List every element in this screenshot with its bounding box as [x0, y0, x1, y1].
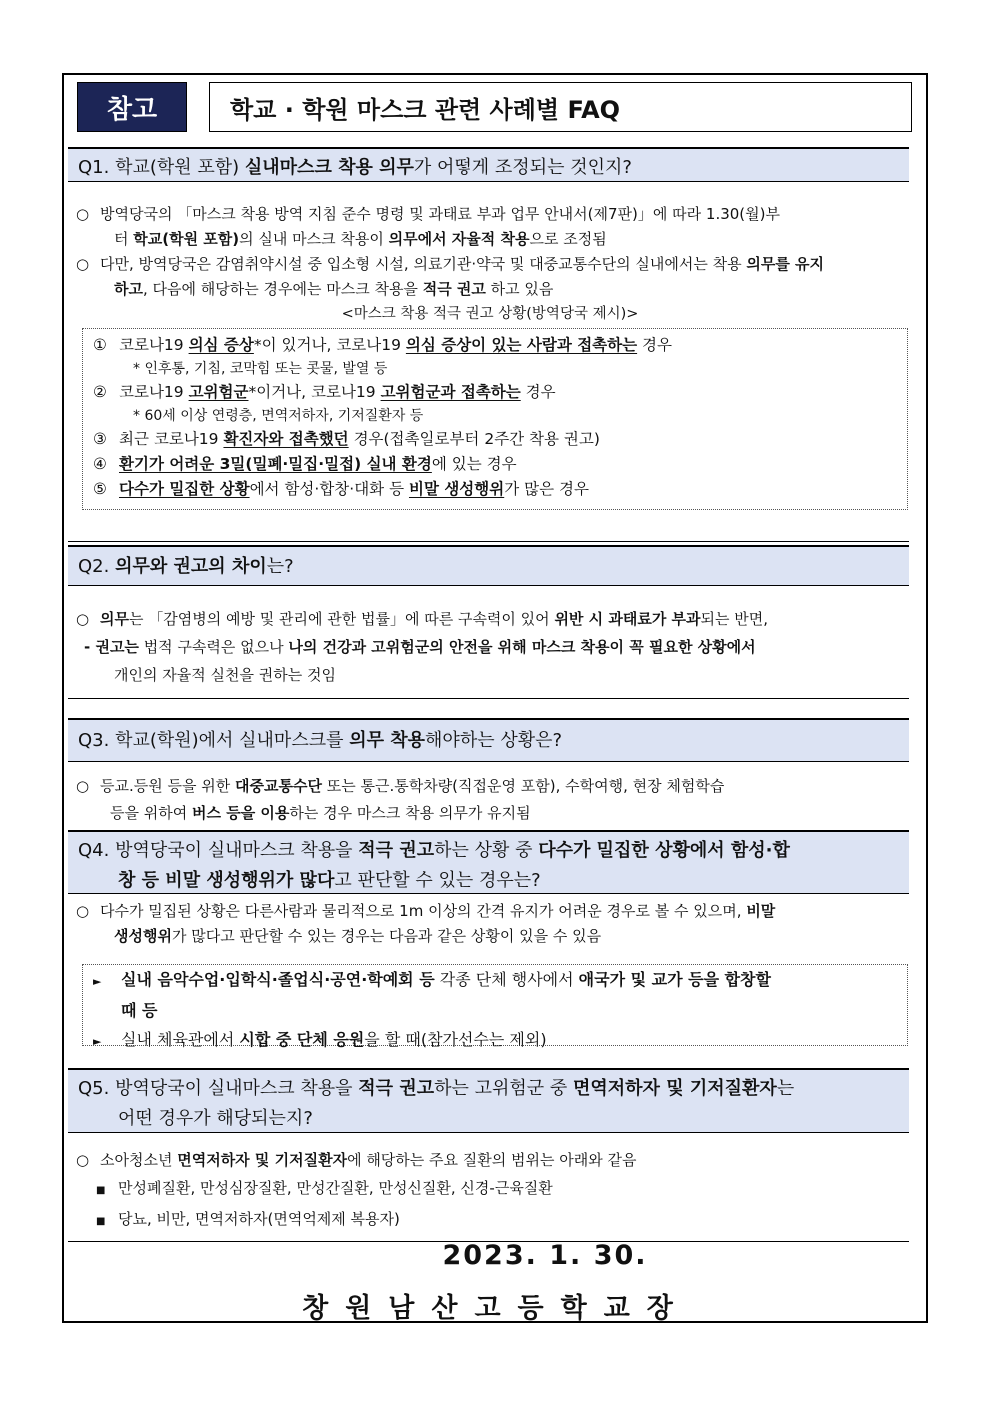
emphasis-text: 적극 권고 — [358, 840, 435, 861]
text-segment: 법적 구속력은 없으나 — [138, 638, 289, 656]
text-segment: 등을 위하여 — [110, 804, 192, 822]
text-segment: 다만, 방역당국은 감염취약시설 중 입소형 시설, 의료기관·약국 및 대중교통수단의 실내에서는 착용 — [100, 255, 747, 273]
text-line — [119, 480, 589, 498]
text-line — [119, 336, 672, 354]
disease-list-item: 당뇨, 비만, 면역저하자(면역억제제 복용자) — [118, 1210, 400, 1228]
q2-answer — [76, 605, 904, 689]
text-line — [78, 1104, 899, 1134]
text-line — [76, 800, 904, 827]
text-line — [78, 866, 899, 896]
box-caption: <마스크 착용 적극 권고 상황(방역당국 제시)> — [341, 306, 639, 322]
q3-answer — [76, 773, 904, 827]
text-line — [119, 430, 600, 448]
circle-bullet-icon: ○ — [76, 255, 90, 273]
emphasis-text: 비말 생성행위 — [408, 480, 505, 498]
text-line — [100, 777, 724, 795]
signer: 창원남산고등학교장 — [302, 1293, 690, 1324]
emphasis-text: 적극 권고 — [422, 280, 486, 298]
text-segment: 가 어떻게 조정되는 것인지? — [413, 157, 632, 178]
text-segment: 코로나19 — [119, 383, 189, 401]
text-segment: 경우 — [520, 383, 556, 401]
text-line — [100, 1151, 637, 1169]
emphasis-text: 의무 — [100, 610, 129, 628]
text-line — [76, 924, 904, 949]
text-segment: 으로 조정됨 — [529, 230, 607, 248]
emphasis-text: 다수가 밀집한 상황에서 함성·합 — [538, 840, 790, 861]
text-segment: 최근 코로나19 — [119, 430, 224, 448]
text-segment: 등교.등원 등을 위한 — [100, 777, 235, 795]
text-segment: 실내 체육관에서 — [121, 1030, 240, 1049]
text-line — [121, 1030, 547, 1049]
text-segment: 하고 있음 — [485, 280, 554, 298]
text-line — [93, 1001, 157, 1020]
text-segment: 하는 상황 중 — [434, 840, 539, 861]
q1-answer — [76, 202, 904, 327]
q4-situations-box — [82, 964, 908, 1049]
text-segment: *이거나, 코로나19 — [248, 383, 381, 401]
square-bullet-icon: ■ — [96, 1185, 106, 1196]
emphasis-text: 위반 시 과태료가 부과 — [554, 610, 701, 628]
reference-tag: 참고 — [77, 82, 187, 132]
text-segment: Q2. — [78, 556, 116, 577]
emphasis-text: 다수가 밀집한 상황 — [119, 480, 250, 498]
document-date: 2023. 1. 30. — [442, 1240, 648, 1271]
item-number: ⑤ — [93, 480, 107, 498]
recommendation-item — [93, 380, 897, 405]
item-note: * 60세 이상 연령층, 면역저하자, 기저질환자 등 — [133, 408, 424, 424]
text-line — [78, 1078, 794, 1099]
item-note: * 인후통, 기침, 코막힘 또는 콧물, 발열 등 — [133, 361, 388, 377]
emphasis-text: 나의 건강과 고위험군의 안전을 위해 마스크 착용이 꼭 필요한 상황에서 — [288, 638, 756, 656]
text-segment: 개인의 자율적 실천을 권하는 것임 — [114, 666, 336, 684]
document-title: 학교 · 학원 마스크 관련 사례별 FAQ — [209, 82, 912, 132]
text-segment: 에 해당하는 주요 질환의 범위는 아래와 같음 — [347, 1151, 637, 1169]
text-segment: 방역당국의 「마스크 착용 방역 지침 준수 명령 및 과태료 부과 업무 안내서(제7판)」에 따라 1.30(월)부 — [100, 205, 780, 223]
text-line — [78, 730, 562, 751]
emphasis-text: 의무에서 자율적 착용 — [388, 230, 530, 248]
text-line — [76, 277, 904, 302]
text-segment: 소아청소년 — [100, 1151, 178, 1169]
recommendation-item — [93, 333, 897, 358]
q3-heading — [68, 718, 909, 762]
text-line — [100, 902, 775, 920]
text-segment: Q4. 방역당국이 실내마스크 착용을 — [78, 840, 359, 861]
text-segment: 또는 통근.통학차량(직접운영 포함), 수학여행, 현장 체험학습 — [321, 777, 725, 795]
text-segment: *이 있거나, 코로나19 — [253, 336, 406, 354]
recommendation-box — [82, 328, 908, 510]
text-line — [76, 638, 756, 656]
square-bullet-icon: ■ — [96, 1216, 106, 1227]
text-line — [78, 840, 790, 861]
text-segment: 해야하는 상황은? — [425, 730, 563, 751]
emphasis-text: 의무와 권고의 차이 — [115, 556, 267, 577]
item-number: ④ — [93, 455, 107, 473]
emphasis-text: 실내 음악수업·입학식·졸업식·공연·학예회 등 — [121, 970, 435, 989]
text-line — [76, 661, 904, 689]
emphasis-text: 창 등 비말 생성행위가 많다 — [118, 870, 335, 891]
emphasis-text: 면역저하자 및 기저질환자 — [573, 1078, 777, 1099]
text-segment: 는? — [266, 556, 294, 577]
text-segment: 고 판단할 수 있는 경우는? — [334, 870, 541, 891]
text-segment: , 다음에 해당하는 경우에는 마스크 착용을 — [142, 280, 423, 298]
emphasis-text: 실내마스크 착용 의무 — [244, 157, 414, 178]
text-segment: 에 있는 경우 — [431, 455, 517, 473]
text-line — [78, 157, 632, 178]
text-segment: 다수가 밀집된 상황은 다른사람과 물리적으로 1m 이상의 간격 유지가 어려운 경우로 볼 수 있으며, — [100, 902, 747, 920]
emphasis-text: 환기가 어려운 3밀(밀폐·밀집·밀접) 실내 환경 — [119, 455, 432, 473]
emphasis-text: 대중교통수단 — [235, 777, 322, 795]
emphasis-text: 의무를 유지 — [746, 255, 825, 273]
emphasis-text: 버스 등을 이용 — [192, 804, 290, 822]
emphasis-text: - 권고는 — [84, 638, 139, 656]
emphasis-text: 애국가 및 교가 등을 합창할 — [578, 970, 771, 989]
text-line — [119, 455, 517, 473]
text-segment: 터 — [114, 230, 134, 248]
emphasis-text: 면역저하자 및 기저질환자 — [177, 1151, 348, 1169]
text-line — [121, 970, 771, 989]
circle-bullet-icon: ○ — [76, 1151, 90, 1169]
emphasis-text: 하고 — [114, 280, 143, 298]
recommendation-item — [93, 477, 897, 502]
text-segment: 코로나19 — [119, 336, 189, 354]
text-segment: 경우 — [637, 336, 672, 354]
text-segment: 가 많다고 판단할 수 있는 경우는 다음과 같은 상황이 있을 수 있음 — [171, 927, 602, 945]
emphasis-text: 적극 권고 — [358, 1078, 435, 1099]
emphasis-text: 학교(학원 포함) — [133, 230, 240, 248]
text-segment: 하는 고위험군 중 — [434, 1078, 573, 1099]
emphasis-text: 시합 중 단체 응원 — [239, 1030, 365, 1049]
text-segment: 에서 함성·합창·대화 등 — [249, 480, 409, 498]
text-line — [78, 556, 294, 577]
recommendation-item — [93, 452, 897, 477]
q2-heading — [68, 545, 909, 586]
emphasis-text: 생성행위 — [114, 927, 172, 945]
q4-answer — [76, 899, 904, 949]
q1-heading — [68, 147, 909, 182]
circle-bullet-icon: ○ — [76, 205, 90, 223]
item-number: ① — [93, 336, 107, 354]
emphasis-text: 고위험군과 접촉하는 — [380, 383, 521, 401]
emphasis-text: 확진자와 접촉했던 — [223, 430, 349, 448]
circle-bullet-icon: ○ — [76, 902, 90, 920]
recommendation-item — [93, 427, 897, 452]
emphasis-text: 고위험군 — [188, 383, 249, 401]
text-line — [119, 383, 556, 401]
text-segment: 을 할 때(참가선수는 제외) — [364, 1030, 547, 1049]
text-segment: 의 실내 마스크 착용이 — [239, 230, 389, 248]
emphasis-text: 의심 증상 — [188, 336, 254, 354]
text-segment: 는 — [776, 1078, 795, 1099]
q5-heading — [68, 1068, 909, 1133]
item-number: ③ — [93, 430, 107, 448]
emphasis-text: 의무 착용 — [349, 730, 426, 751]
text-line — [76, 227, 904, 252]
emphasis-text: 비말 — [746, 902, 776, 920]
text-segment: 는 「감염병의 예방 및 관리에 관한 법률」에 따른 구속력이 있어 — [128, 610, 555, 628]
text-segment: 되는 반면, — [700, 610, 769, 628]
circle-bullet-icon: ○ — [76, 777, 90, 795]
text-segment: Q5. 방역당국이 실내마스크 착용을 — [78, 1078, 359, 1099]
circle-bullet-icon: ○ — [76, 610, 90, 628]
text-segment: Q1. 학교(학원 포함) — [78, 157, 245, 178]
text-segment: 하는 경우 마스크 착용 의무가 유지됨 — [289, 804, 531, 822]
emphasis-text: 의심 증상이 있는 사람과 접촉하는 — [405, 336, 638, 354]
triangle-bullet-icon: ► — [93, 975, 102, 988]
text-segment: 가 많은 경우 — [504, 480, 589, 498]
q5-answer — [76, 1146, 904, 1236]
text-segment: Q3. 학교(학원)에서 실내마스크를 — [78, 730, 350, 751]
text-segment: 각종 단체 행사에서 — [434, 970, 579, 989]
disease-list-item: 만성폐질환, 만성심장질환, 만성간질환, 만성신질환, 신경-근육질환 — [118, 1179, 553, 1197]
item-number: ② — [93, 383, 107, 401]
emphasis-text: 때 등 — [121, 1001, 158, 1020]
q4-heading — [68, 830, 909, 894]
text-segment: 어떤 경우가 해당되는지? — [118, 1108, 313, 1129]
text-line — [100, 205, 780, 223]
text-line — [100, 610, 768, 628]
triangle-bullet-icon: ► — [93, 1035, 102, 1048]
text-segment: 경우(접촉일로부터 2주간 착용 권고) — [348, 430, 600, 448]
text-line — [100, 255, 824, 273]
